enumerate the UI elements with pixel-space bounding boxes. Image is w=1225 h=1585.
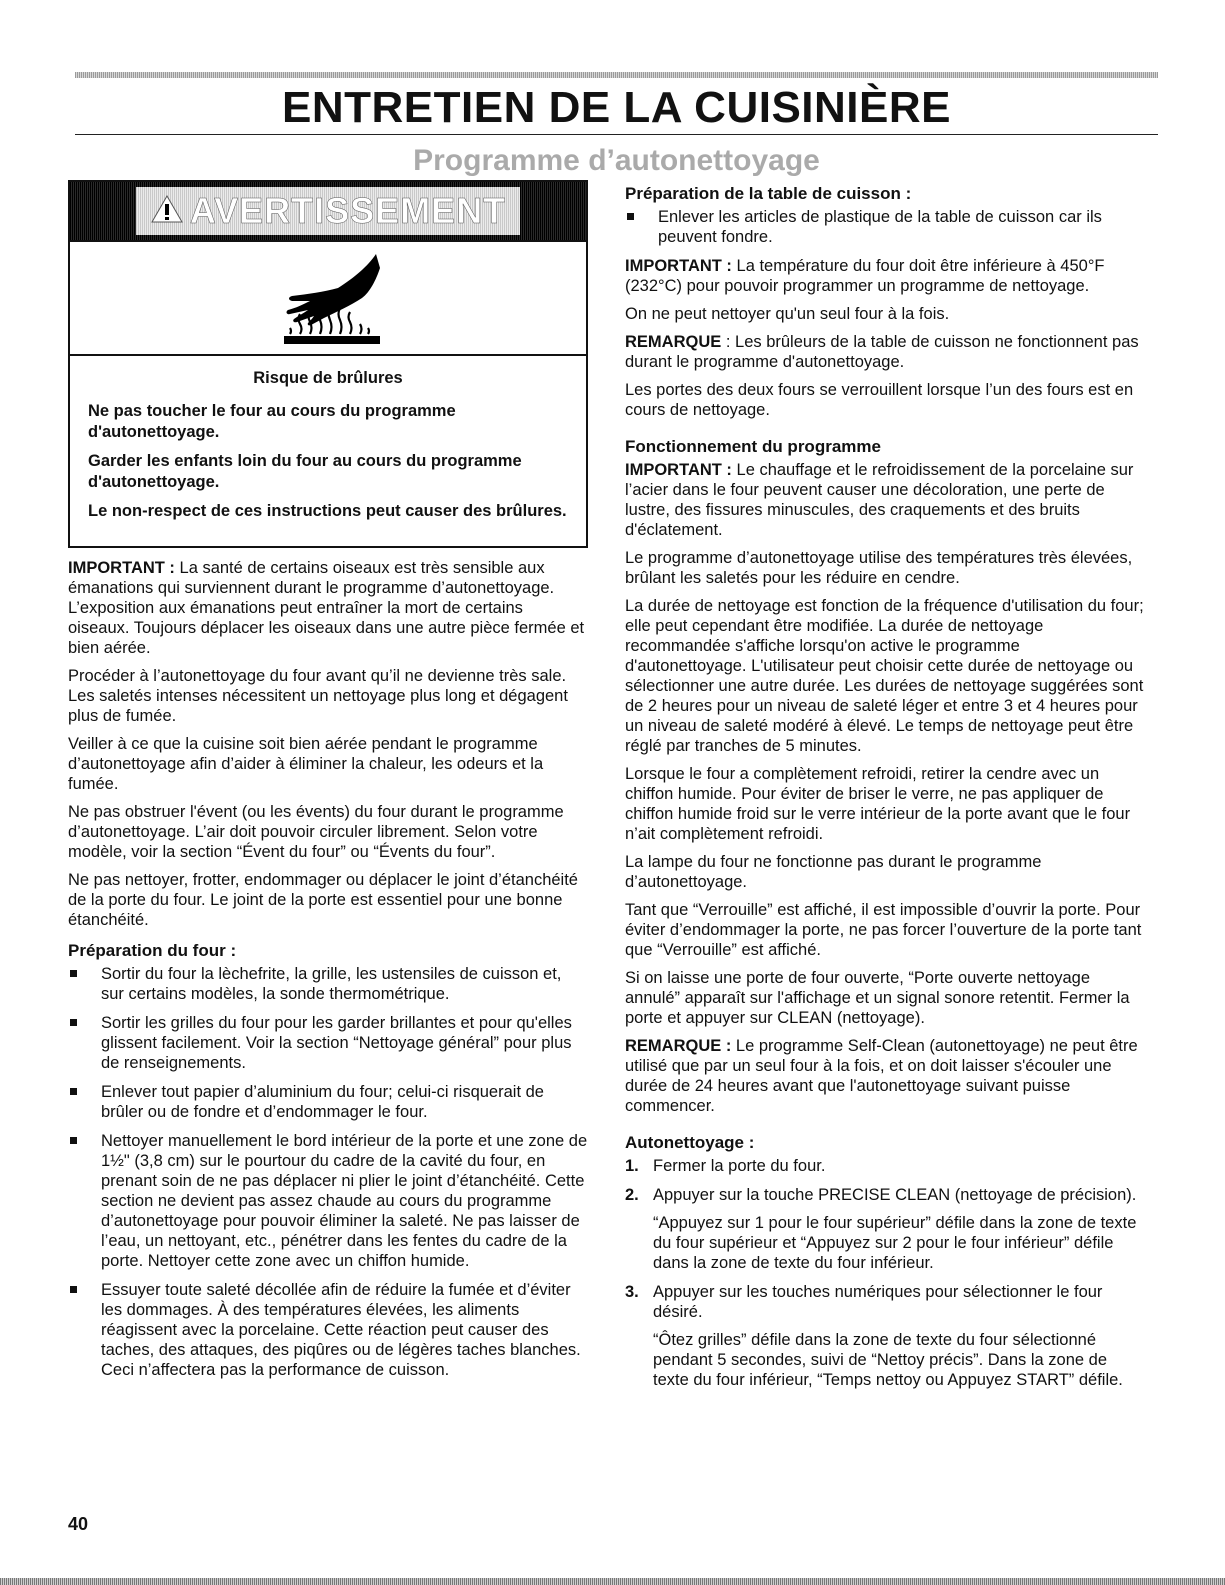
warning-line: Ne pas toucher le four au cours du programme d'autonettoyage.	[88, 402, 456, 441]
paragraph: Ne pas obstruer l'évent (ou les évents) du four durant le programme d’autonettoyage. L’air doit pouvoir circuler librement. Selon votre modèle, voir la section “Évent du four” ou “Évents du four”.	[68, 803, 564, 861]
prep-cooktop-list	[625, 207, 1145, 247]
paragraph: Le programme d’autonettoyage utilise des températures très élevées, brûlant les saletés pour les réduire en cendre.	[625, 549, 1133, 587]
list-item: Enlever les articles de plastique de la table de cuisson car ils peuvent fondre.	[625, 207, 1145, 247]
warning-risk: Risque de brûlures	[253, 369, 403, 387]
right-column	[625, 183, 1145, 1399]
prep-oven-heading: Préparation du four :	[68, 941, 237, 960]
warning-line: Le non-respect de ces instructions peut causer des brûlures.	[88, 502, 567, 520]
paragraph: Tant que “Verrouille” est affiché, il est impossible d’ouvrir la porte. Pour éviter d’endommager la porte, ne pas forcer l’ouverture de la porte tant que “Verrouille” est affiché.	[625, 901, 1142, 959]
top-rule	[75, 72, 1158, 78]
paragraph: La lampe du four ne fonctionne pas durant le programme d’autonettoyage.	[625, 853, 1042, 891]
paragraph: La durée de nettoyage est fonction de la fréquence d'utilisation du four; elle peut cependant être modifiée. La durée de nettoyage recommandée s'affiche lorsqu'on active le programme d'autonettoyage. L'utilisateur peut choisir cette durée de nettoyage ou sélectionner une autre durée. Les durées de nettoyage suggérées sont de 2 heures pour un niveau de saleté léger et entre 3 et 4 heures pour un niveau de saleté modéré à élevé. Le temps de nettoyage peut être réglé par tranches de 5 minutes.	[625, 597, 1144, 755]
page-title: ENTRETIEN DE LA CUISINIÈRE	[282, 83, 951, 132]
prep-cooktop-heading: Préparation de la table de cuisson :	[625, 184, 912, 203]
bottom-rule	[0, 1578, 1225, 1585]
list-item: Nettoyer manuellement le bord intérieur de la porte et une zone de 1½" (3,8 cm) sur le pourtour du cadre de la cavité du four, en prenant soin de ne pas déplacer ni plier le joint d’étanchéité. Cette section ne devient pas assez chaude au cours du programme d’autonettoyage pour pouvoir éliminer la saleté. Ne pas laisser de l’eau, un nettoyant, etc., pénétrer dans les fentes du cadre de la porte. Nettoyer cette zone avec un chiffon humide.	[68, 1131, 588, 1271]
warning-box	[68, 180, 588, 548]
autoclean-heading: Autonettoyage :	[625, 1133, 755, 1152]
paragraph: On ne peut nettoyer qu'un seul four à la fois.	[625, 305, 950, 323]
autoclean-steps	[625, 1156, 1145, 1390]
list-item: Sortir les grilles du four pour les garder brillantes et pour qu'elles glissent facilement. Voir la section “Nettoyage général” pour plus de renseignements.	[68, 1013, 588, 1073]
list-item: Sortir du four la lèchefrite, la grille, les ustensiles de cuisson et, sur certains modèles, la sonde thermométrique.	[68, 964, 588, 1004]
list-item: Essuyer toute saleté décollée afin de réduire la fumée et d’éviter les dommages. À des températures élevées, les aliments réagissent avec la porcelaine. Cette réaction peut causer des taches, des attaques, des piqûres ou de légères taches blanches. Ceci n’affectera pas la performance de cuisson.	[68, 1280, 588, 1380]
warning-triangle-icon	[150, 194, 184, 229]
operation-heading: Fonctionnement du programme	[625, 437, 881, 456]
step-item: 1. Fermer la porte du four.	[625, 1157, 826, 1175]
page-number: 40	[68, 1514, 89, 1534]
remarque-burners: REMARQUE : Les brûleurs de la table de cuisson ne fonctionnent pas durant le programme d'autonettoyage.	[625, 333, 1139, 371]
step-item: 3. Appuyer sur les touches numériques pour sélectionner le four désiré. “Ôtez grilles” défile dans la zone de texte du four sélectionné pendant 5 secondes, suivi de “Nettoy précis”. Dans la zone de texte du four inférieur, “Temps nettoy ou Appuyez START” défile.	[625, 1283, 1123, 1389]
paragraph: Si on laisse une porte de four ouverte, “Porte ouverte nettoyage annulé” apparaît sur l'affichage et un signal sonore retentit. Fermer la porte et appuyer sur CLEAN (nettoyage).	[625, 969, 1130, 1027]
important-porcelain: IMPORTANT : Le chauffage et le refroidissement de la porcelaine sur l’acier dans le four peuvent causer une décoloration, une perte de lustre, des fissures minuscules, des craquements et des bruits d'éclatement.	[625, 461, 1134, 539]
important-birds: IMPORTANT : La santé de certains oiseaux est très sensible aux émanations qui surviennent durant le programme d’autonettoyage. L’exposition aux émanations peut entraîner la mort de certains oiseaux. Toujours déplacer les oiseaux dans une autre pièce fermée et bien aérée.	[68, 559, 585, 657]
step-item: 2. Appuyer sur la touche PRECISE CLEAN (nettoyage de précision). “Appuyez sur 1 pour le four supérieur” défile dans la zone de texte du four supérieur et “Appuyez sur 2 pour le four inférieur” défile dans la zone de texte du four inférieur.	[625, 1186, 1137, 1272]
paragraph: Procéder à l’autonettoyage du four avant qu’il ne devienne très sale. Les saletés intenses nécessitent un nettoyage plus long et dégagent plus de fumée.	[68, 667, 568, 725]
hot-surface-hand-icon	[70, 242, 586, 356]
paragraph: Lorsque le four a complètement refroidi, retirer la cendre avec un chiffon humide. Pour éviter de briser le verre, ne pas appliquer de chiffon humide froid sur le verre intérieur de la porte avant que le four n’ait complètement refroidi.	[625, 765, 1131, 843]
list-item: Enlever tout papier d’aluminium du four; celui-ci risquerait de brûler ou de fondre et d’endommager le four.	[68, 1082, 588, 1122]
paragraph: Ne pas nettoyer, frotter, endommager ou déplacer le joint d’étanchéité de la porte du four. Le joint de la porte est essentiel pour une bonne étanchéité.	[68, 871, 578, 929]
warning-body	[70, 356, 586, 546]
prep-oven-list	[68, 964, 588, 1380]
paragraph: Veiller à ce que la cuisine soit bien aérée pendant le programme d’autonettoyage afin d’aider à éliminer la chaleur, les odeurs et la fumée.	[68, 735, 544, 793]
title-rule	[75, 134, 1158, 135]
warning-line: Garder les enfants loin du four au cours du programme d'autonettoyage.	[88, 452, 522, 491]
important-temperature: IMPORTANT : La température du four doit être inférieure à 450°F (232°C) pour pouvoir programmer un programme de nettoyage.	[625, 257, 1105, 295]
section-subtitle: Programme d’autonettoyage	[413, 144, 820, 177]
warning-title: AVERTISSEMENT	[189, 190, 507, 231]
warning-header	[70, 182, 586, 242]
paragraph: Les portes des deux fours se verrouillent lorsque l’un des fours est en cours de nettoyage.	[625, 381, 1134, 419]
left-column	[68, 180, 588, 1389]
remarque-self-clean: REMARQUE : Le programme Self-Clean (autonettoyage) ne peut être utilisé que par un seul four à la fois, et on doit laisser s'écouler une durée de 24 heures avant que l'autonettoyage suivant puisse commencer.	[625, 1037, 1138, 1115]
